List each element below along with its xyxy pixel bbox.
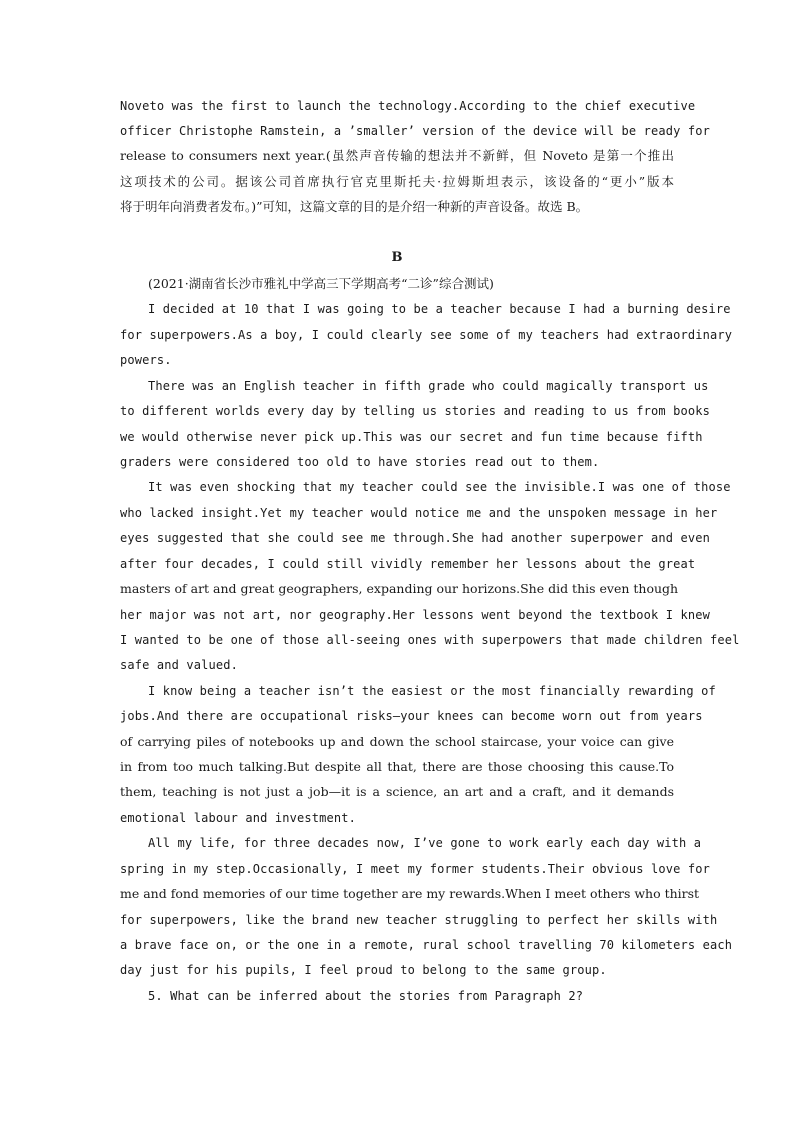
paragraph-line: me and fond memories of our time together are my rewards.When I meet others who thirst (120, 886, 700, 901)
paragraph-line: All my life, for three decades now, I’ve gone to work early each day with a (148, 836, 702, 850)
paragraph-line: in from too much talking.But despite all that, there are those choosing this cause.To (120, 759, 674, 774)
paragraph-line: of carrying piles of notebooks up and down the school staircase, your voice can give (120, 734, 674, 749)
paragraph-line: for superpowers, like the brand new teacher struggling to perfect her skills with (120, 913, 718, 927)
paragraph-line: her major was not art, nor geography.Her lessons went beyond the textbook I knew (120, 608, 710, 622)
paragraph-line: I know being a teacher isn’t the easiest or the most financially rewarding of (148, 684, 716, 698)
paragraph-line: we would otherwise never pick up.This was our secret and fun time because fifth (120, 430, 703, 444)
paragraph-line: masters of art and great geographers, expanding our horizons.She did this even though (120, 581, 679, 596)
paragraph-line: emotional labour and investment. (120, 811, 356, 825)
intro-line: release to consumers next year.(虽然声音传输的想法并不新鲜，但 Noveto 是第一个推出 (120, 148, 674, 163)
paragraph-line: day just for his pupils, I feel proud to belong to the same group. (120, 963, 607, 977)
paragraph-line: jobs.And there are occupational risks—your knees can become worn out from years (120, 709, 703, 723)
paragraph-line: safe and valued. (120, 658, 238, 672)
intro-line: officer Christophe Ramstein, a ’smaller’ version of the device will be ready for (120, 124, 710, 138)
paragraph-line: after four decades, I could still vividly remember her lessons about the great (120, 557, 696, 571)
paragraph-line: eyes suggested that she could see me through.She had another superpower and even (120, 531, 710, 545)
paragraph-line: to different worlds every day by telling us stories and reading to us from books (120, 404, 710, 418)
section-label: B (391, 250, 403, 265)
paragraph-line: It was even shocking that my teacher could see the invisible.I was one of those (148, 480, 731, 494)
intro-line: 这项技术的公司。据该公司首席执行官克里斯托夫·拉姆斯坦表示，该设备的“更小”版本 (120, 174, 674, 189)
paragraph-line: I wanted to be one of those all-seeing ones with superpowers that made children feel (120, 633, 740, 647)
paragraph-line: them, teaching is not just a job—it is a science, an art and a craft, and it demands (120, 784, 674, 799)
paragraph-line: I decided at 10 that I was going to be a teacher because I had a burning desire (148, 302, 731, 316)
question-text: 5. What can be inferred about the stories from Paragraph 2? (148, 989, 584, 1003)
intro-line: 将于明年向消费者发布。)”可知，这篇文章的目的是介绍一种新的声音设备。故选 B。 (120, 199, 589, 214)
paragraph-line: a brave face on, or the one in a remote, rural school travelling 70 kilometers each (120, 938, 733, 952)
intro-line: Noveto was the first to launch the technology.According to the chief executive (120, 99, 696, 113)
paragraph-line: spring in my step.Occasionally, I meet my former students.Their obvious love for (120, 862, 710, 876)
source-citation: (2021·湖南省长沙市雅礼中学高三下学期高考“二诊”综合测试) (148, 276, 494, 291)
paragraph-line: There was an English teacher in fifth grade who could magically transport us (148, 379, 709, 393)
paragraph-line: powers. (120, 353, 172, 367)
paragraph-line: graders were considered too old to have stories read out to them. (120, 455, 600, 469)
paragraph-line: who lacked insight.Yet my teacher would notice me and the unspoken message in her (120, 506, 718, 520)
paragraph-line: for superpowers.As a boy, I could clearly see some of my teachers had extraordinary (120, 328, 733, 342)
